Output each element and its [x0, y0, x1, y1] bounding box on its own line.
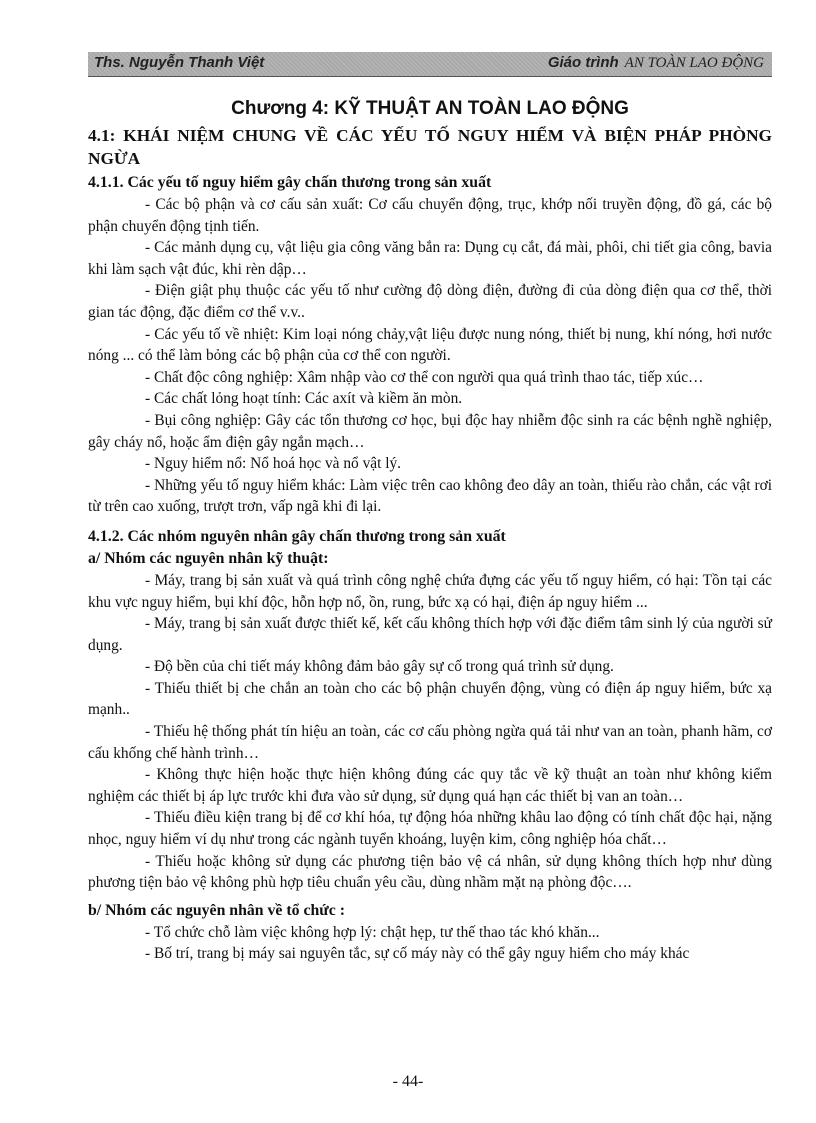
page-number: - 44- [392, 1073, 424, 1090]
chapter-title: Chương 4: KỸ THUẬT AN TOÀN LAO ĐỘNG [231, 98, 629, 119]
paragraph: - Thiếu hệ thống phát tín hiệu an toàn, các cơ cấu phòng ngừa quá tải như van an toàn, phanh hãm, cơ cấu khống chế hành trình… [88, 723, 772, 762]
paragraph: - Bụi công nghiệp: Gây các tổn thương cơ học, bụi độc hay nhiễm độc sinh ra các bệnh nghề nghiệp, gây cháy nổ, hoặc ẩm điện gây ngắn mạch… [88, 411, 772, 451]
paragraph: - Các yếu tố về nhiệt: Kim loại nóng chảy,vật liệu được nung nóng, thiết bị nung, khí nóng, hơi nước nóng ... có thể làm bỏng các bộ phận của cơ thể con người. [88, 325, 772, 365]
header-author: Ths. Nguyễn Thanh Việt [94, 54, 265, 71]
paragraph: - Thiếu hoặc không sử dụng các phương tiện bảo vệ cá nhân, sử dụng không thích hợp như dùng phương tiện bảo vệ không phù hợp tiêu chuẩn yêu cầu, dùng nhầm mặt nạ phòng độc…. [88, 852, 772, 892]
page-body [88, 88, 772, 965]
paragraph: - Bố trí, trang bị máy sai nguyên tắc, sự cố máy này có thể gây nguy hiểm cho máy khác [145, 945, 690, 963]
paragraph: - Không thực hiện hoặc thực hiện không đúng các quy tắc về kỹ thuật an toàn như không kiểm nghiệm các thiết bị áp lực trước khi đưa vào sử dụng, sử dụng quá hạn các thiết bị van an toàn… [88, 766, 772, 805]
paragraph: - Điện giật phụ thuộc các yếu tố như cường độ dòng điện, đường đi của dòng điện qua cơ thể, thời gian tác động, đặc điểm cơ thể v.v.. [88, 282, 772, 321]
header-book [548, 54, 764, 72]
header-book-title: AN TOÀN LAO ĐỘNG [624, 55, 764, 71]
paragraph: - Tổ chức chỗ làm việc không hợp lý: chật hẹp, tư thế thao tác khó khăn... [145, 923, 600, 941]
paragraph: - Các chất lỏng hoạt tính: Các axít và kiềm ăn mòn. [145, 390, 463, 408]
running-header [88, 52, 772, 77]
group-a-title: a/ Nhóm các nguyên nhân kỹ thuật: [88, 549, 329, 567]
paragraph: - Các bộ phận và cơ cấu sản xuất: Cơ cấu chuyển động, trục, khớp nối truyền động, đồ gá, các bộ phận chuyển động tịnh tiến. [88, 196, 772, 235]
paragraph: - Nguy hiểm nổ: Nổ hoá học và nổ vật lý. [145, 455, 402, 473]
paragraph: - Chất độc công nghiệp: Xâm nhập vào cơ thể con người qua quá trình thao tác, tiếp xúc… [145, 368, 704, 386]
paragraph: - Độ bền của chi tiết máy không đảm bảo gây sự cố trong quá trình sử dụng. [145, 658, 614, 676]
paragraph: - Thiếu điều kiện trang bị để cơ khí hóa, tự động hóa những khâu lao động có tính chất độc hại, nặng nhọc, nguy hiểm ví dụ như trong các ngành tuyển khoáng, luyện kim, công nghiệp hóa chất… [88, 809, 772, 849]
section-title: 4.1: KHÁI NIỆM CHUNG VỀ CÁC YẾU TỐ NGUY HIỂM VÀ BIỆN PHÁP PHÒNG NGỪA [88, 126, 772, 168]
subsection-title-4-1-1: 4.1.1. Các yếu tố nguy hiểm gây chấn thương trong sản xuất [88, 174, 492, 191]
subsection-title-4-1-2: 4.1.2. Các nhóm nguyên nhân gây chấn thương trong sản xuất [88, 527, 506, 545]
paragraph: - Những yếu tố nguy hiểm khác: Làm việc trên cao không đeo dây an toàn, thiếu rào chắn, các vật rơi từ trên cao xuống, trượt trơn, vấp ngã khi đi lại. [88, 476, 772, 516]
group-b-title: b/ Nhóm các nguyên nhân về tổ chức : [88, 901, 345, 919]
paragraph: - Thiếu thiết bị che chắn an toàn cho các bộ phận chuyển động, vùng có điện áp nguy hiểm, bức xạ mạnh.. [88, 679, 772, 719]
header-book-label: Giáo trình [547, 54, 619, 71]
paragraph: - Máy, trang bị sản xuất được thiết kế, kết cấu không thích hợp với đặc điểm tâm sinh lý của người sử dụng. [88, 615, 772, 654]
paragraph: - Các mảnh dụng cụ, vật liệu gia công văng bắn ra: Dụng cụ cắt, đá mài, phôi, chi tiết gia công, bavia khi làm sạch vật đúc, khi rèn dập… [88, 239, 772, 278]
paragraph: - Máy, trang bị sản xuất và quá trình công nghệ chứa đựng các yếu tố nguy hiểm, có hại: Tồn tại các khu vực nguy hiểm, bụi khí độc, hỗn hợp nổ, ồn, rung, bức xạ có hại, điện áp nguy hiểm ... [88, 571, 772, 611]
